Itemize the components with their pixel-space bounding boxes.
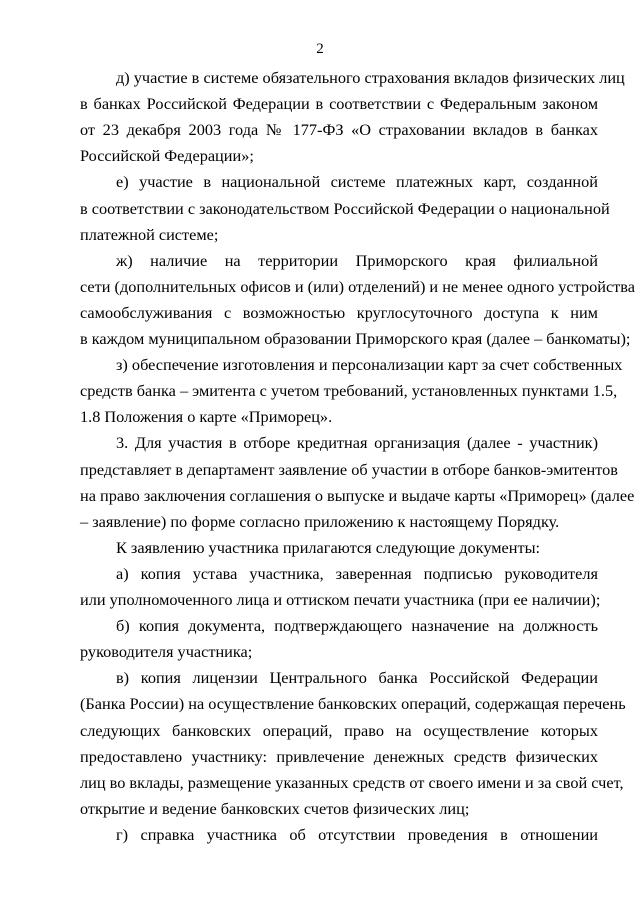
text-line: а) копия устава участника, заверенная подписью руководителя — [116, 563, 598, 583]
text-line: платежной системе; — [80, 224, 219, 244]
text-line: б) копия документа, подтверждающего назначение на должность — [116, 616, 598, 636]
text-line: на право заключения соглашения о выпуске и выдаче карты «Приморец» (далее — [80, 485, 635, 505]
text-line: д) участие в системе обязательного страхования вкладов физических лиц — [116, 68, 625, 87]
text-line: от 23 декабря 2003 года № 177-ФЗ «О страховании вкладов в банках — [80, 120, 598, 140]
text-line: в банках Российской Федерации в соответствии с Федеральным законом — [80, 94, 598, 114]
text-line: руководителя участника; — [80, 642, 253, 662]
text-line: следующих банковских операций, право на осуществление которых — [80, 720, 598, 740]
text-line: – заявление) по форме согласно приложению к настоящему Порядку. — [80, 511, 560, 531]
text-line: открытие и ведение банковских счетов физических лиц; — [80, 798, 470, 818]
text-line: 1.8 Положения о карте «Приморец». — [80, 407, 333, 427]
text-line: предоставлено участнику: привлечение денежных средств физических — [80, 746, 598, 766]
text-line: з) обеспечение изготовления и персонализации карт за счет собственных — [116, 355, 623, 375]
text-line: в соответствии с законодательством Российской Федерации о национальной — [80, 198, 610, 218]
text-line: в) копия лицензии Центрального банка Российской Федерации — [116, 668, 598, 688]
text-line: средств банка – эмитента с учетом требований, установленных пунктами 1.5, — [80, 381, 618, 401]
text-line: е) участие в национальной системе платежных карт, созданной — [116, 172, 598, 192]
text-line: или уполномоченного лица и оттиском печати участника (при ее наличии); — [80, 590, 601, 609]
text-line: в каждом муниципальном образовании Приморского края (далее – банкоматы); — [80, 329, 631, 348]
text-line: представляет в департамент заявление об участии в отборе банков-эмитентов — [80, 459, 618, 479]
page-number: 2 — [316, 41, 324, 57]
text-line: Российской Федерации»; — [80, 146, 254, 166]
text-line: К заявлению участника прилагаются следующие документы: — [116, 537, 541, 557]
text-line: 3. Для участия в отборе кредитная организация (далее - участник) — [116, 433, 598, 453]
text-line: сети (дополнительных офисов и (или) отделений) и не менее одного устройства — [80, 276, 636, 296]
text-line: самообслуживания с возможностью круглосуточного доступа к ним — [80, 302, 598, 322]
text-line: г) справка участника об отсутствии проведения в отношении — [116, 824, 598, 844]
text-line: лиц во вклады, размещение указанных средств от своего имени и за свой счет, — [80, 772, 624, 792]
text-line: (Банка России) на осуществление банковских операций, содержащая перечень — [80, 694, 626, 714]
text-line: ж) наличие на территории Приморского края филиальной — [116, 250, 598, 270]
